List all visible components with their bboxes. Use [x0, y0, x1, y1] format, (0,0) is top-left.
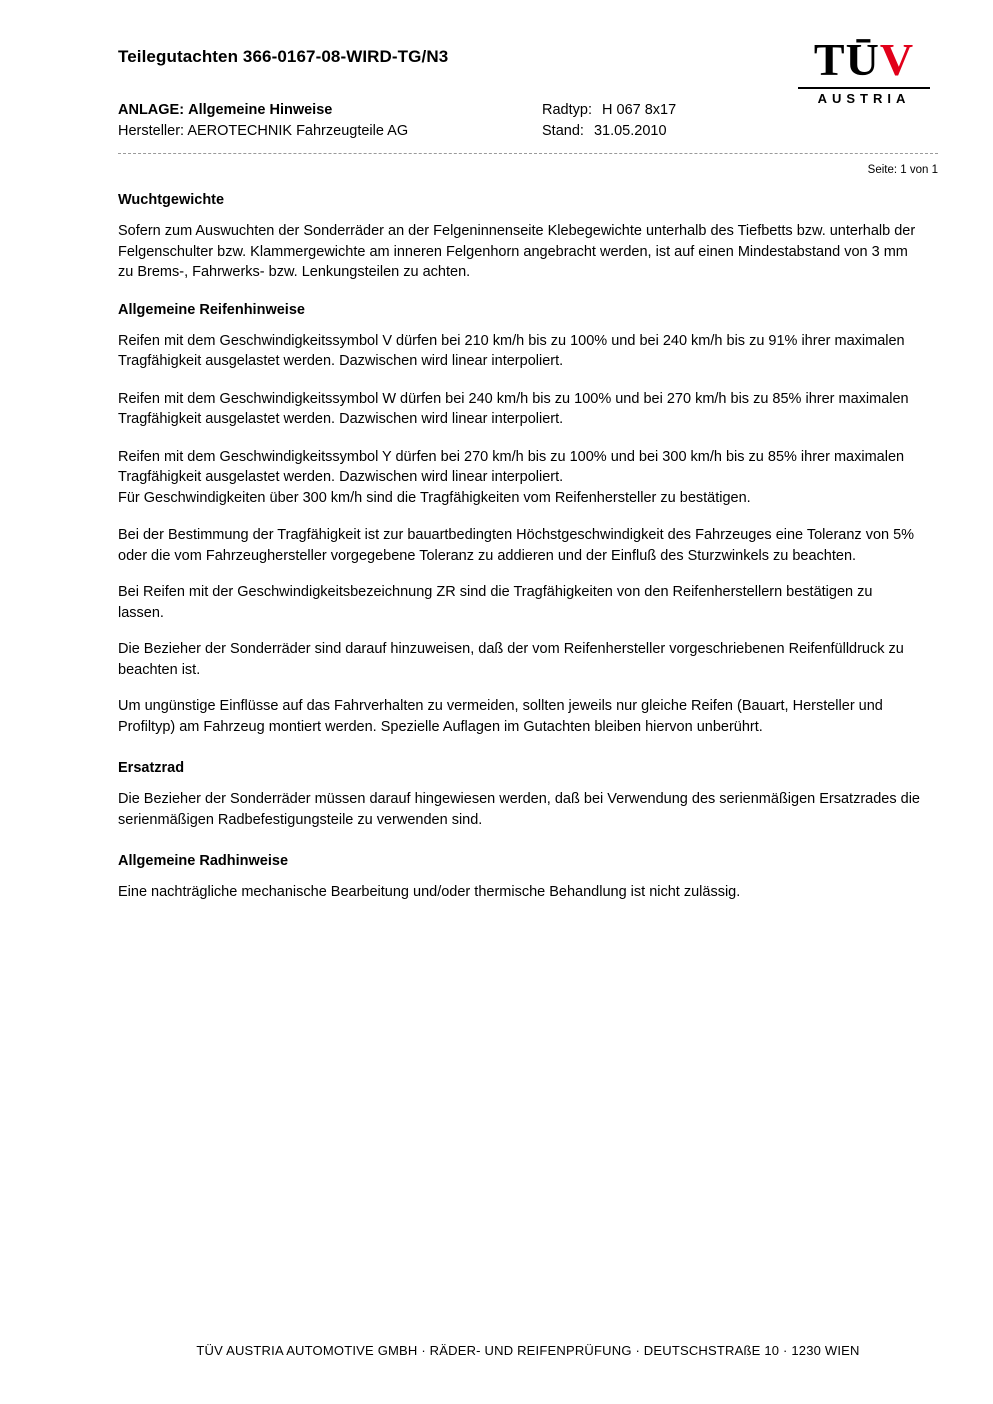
- hersteller-value: AEROTECHNIK Fahrzeugteile AG: [187, 123, 409, 139]
- stand-label: Stand:: [542, 123, 584, 139]
- radtyp-label: Radtyp:: [542, 102, 592, 118]
- hersteller-field: [118, 121, 408, 142]
- document-footer: TÜV AUSTRIA AUTOMOTIVE GMBH · RÄDER- UND REIFENPRÜFUNG · DEUTSCHSTRAßE 10 · 1230 WIEN: [196, 1343, 860, 1358]
- logo-subtitle: AUSTRIA: [817, 91, 911, 106]
- stand-field: [542, 121, 667, 142]
- page-content: [118, 0, 938, 1404]
- paragraph: Reifen mit dem Geschwindigkeitssymbol V dürfen bei 210 km/h bis zu 100% und bei 240 km/h bis zu 91% ihrer maximalen Tragfähigkeit ausgelastet werden. Dazwischen wird linear interpoliert.: [118, 332, 905, 369]
- section-heading-wuchtgewichte: Wuchtgewichte: [118, 192, 225, 208]
- anlage-value: Allgemeine Hinweise: [188, 102, 333, 118]
- section-heading-radhinweise: Allgemeine Radhinweise: [118, 853, 289, 869]
- anlage-field: [118, 100, 332, 121]
- hersteller-label: Hersteller:: [118, 123, 185, 139]
- tuv-letter-v: V: [879, 34, 915, 85]
- section-heading-reifenhinweise: Allgemeine Reifenhinweise: [118, 301, 305, 318]
- paragraph: Reifen mit dem Geschwindigkeitssymbol Y dürfen bei 270 km/h bis zu 100% und bei 300 km/h bis zu 85% ihrer maximalen Tragfähigkeit ausgelastet werden. Dazwischen wird linear interpoliert.: [118, 448, 905, 485]
- radtyp-field: [542, 100, 676, 121]
- page-indicator: Seite: 1 von 1: [867, 164, 938, 176]
- paragraph: Eine nachträgliche mechanische Bearbeitung und/oder thermische Behandlung ist nicht zulässig.: [118, 884, 741, 900]
- paragraph: Die Bezieher der Sonderräder sind darauf hinzuweisen, daß der vom Reifenhersteller vorgeschriebenen Reifenfülldruck zu beachten ist.: [118, 641, 904, 678]
- paragraph: Bei Reifen mit der Geschwindigkeitsbezeichnung ZR sind die Tragfähigkeiten von den Reifenherstellern bestätigen zu lassen.: [118, 584, 873, 621]
- paragraph: Reifen mit dem Geschwindigkeitssymbol W dürfen bei 240 km/h bis zu 100% und bei 270 km/h bis zu 85% ihrer maximalen Tragfähigkeit ausgelastet werden. Dazwischen wird linear interpoliert.: [118, 390, 909, 427]
- paragraph: Sofern zum Auswuchten der Sonderräder an der Felgeninnenseite Klebegewichte unterhalb des Tiefbetts bzw. unterhalb der Felgenschulter bzw. Klammergewichte am inneren Felgenhorn angebracht werden, ist auf einen Mindestabstand von 3 mm zu Brems-, Fahrwerks- bzw. Lenkungsteilen zu achten.: [118, 223, 916, 280]
- document-body: [118, 190, 922, 920]
- paragraph: Bei der Bestimmung der Tragfähigkeit ist zur bauartbedingten Höchstgeschwindigkeit des Fahrzeuges eine Toleranz von 5% oder die vom Fahrzeughersteller vorgegebene Toleranz zu addieren und der Einfluß des Sturzwinkels zu beachten.: [118, 527, 915, 564]
- meta-row-anlage: [118, 100, 938, 121]
- radtyp-value: H 067 8x17: [602, 102, 677, 118]
- paragraph: Für Geschwindigkeiten über 300 km/h sind die Tragfähigkeiten vom Reifenhersteller zu bestätigen.: [118, 489, 751, 506]
- logo-divider: [798, 87, 930, 89]
- anlage-label: ANLAGE:: [118, 102, 185, 118]
- header-divider: [118, 153, 938, 154]
- paragraph: Um ungünstige Einflüsse auf das Fahrverhalten zu vermeiden, sollten jeweils nur gleiche Reifen (Bauart, Hersteller und Profiltyp) am Fahrzeug montiert werden. Spezielle Auflagen im Gutachten bleiben hiervon unberührt.: [118, 698, 883, 735]
- stand-value: 31.05.2010: [593, 123, 667, 139]
- tuv-wordmark: [790, 35, 938, 85]
- section-heading-ersatzrad: Ersatzrad: [118, 760, 185, 776]
- meta-row-hersteller: [118, 121, 938, 142]
- tuv-letter-u: Ū: [845, 34, 880, 85]
- page-title: Teilegutachten 366-0167-08-WIRD-TG/N3: [118, 47, 449, 66]
- document-meta: [118, 100, 938, 142]
- tuv-letter-t: T: [813, 34, 846, 85]
- paragraph: Die Bezieher der Sonderräder müssen darauf hingewiesen werden, daß bei Verwendung des serienmäßigen Ersatzrades die serienmäßigen Radbefestigungsteile zu verwenden sind.: [118, 791, 920, 828]
